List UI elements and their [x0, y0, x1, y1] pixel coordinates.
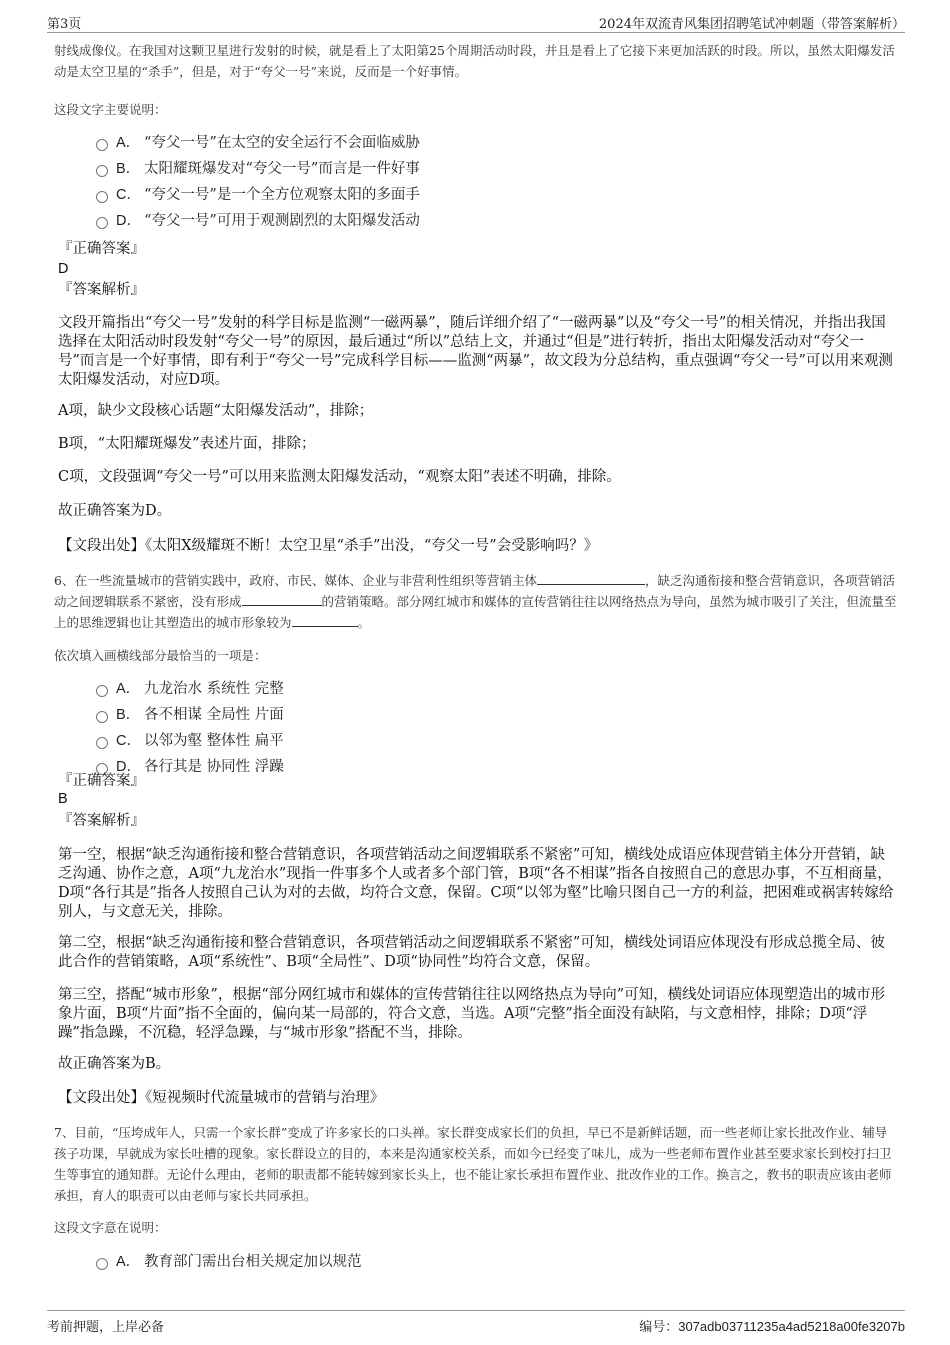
q6-analysis-3: 第三空，搭配“城市形象”，根据“部分网红城市和媒体的宣传营销往往以网络热点为导向”可知，横线处词语应体现塑造出的城市形象片面，B项“片面”指不全面的，偏向某一局部的，符合文意，当选。A项“完整”指全面没有缺陷，与文意相悖，排除；D项“浮躁”指急躁，不沉稳，轻浮急躁，与“城市形象”搭配不当，排除。 [58, 987, 886, 1041]
radio-icon[interactable] [96, 737, 108, 749]
q6-prompt: 依次填入画横线部分最恰当的一项是： [54, 648, 267, 663]
page-footer [47, 1310, 905, 1341]
q5-analysis-4: C项，文段强调“夸父一号”可以用来监测太阳爆发活动，“观察太阳”表述不明确，排除。 [58, 469, 621, 485]
q5-analysis-1: 文段开篇指出“夸父一号”发射的科学目标是监测“一磁两暴”，随后详细介绍了“一磁两暴”以及“夸父一号”的相关情况，并指出我国选择在太阳活动时段发射“夸父一号”的原因，最后通过“所以”总结上文，并通过“但是”进行转折，指出太阳爆发活动对“夸父一号”而言是一个好事情，即有利于“夸父一号”完成科学目标——监测“两暴”，故文段为分总结构，重点强调“夸父一号”可以用来观测太阳爆发活动，对应D项。 [58, 315, 893, 388]
q6-source: 【文段出处】《短视频时代流量城市的营销与治理》 [58, 1090, 385, 1106]
q6-analysis-4: 故正确答案为B。 [58, 1056, 171, 1072]
blank-3[interactable] [292, 613, 358, 627]
q6-option-b[interactable]: B． 各不相谋 全局性 片面 [96, 705, 284, 725]
q7-prompt: 这段文字意在说明： [54, 1220, 167, 1235]
q5-source: 【文段出处】《太阳X级耀斑不断！太空卫星“杀手”出没，“夸父一号”会受影响吗？》 [58, 538, 599, 554]
q7-option-a[interactable]: A． 教育部门需出台相关规定加以规范 [96, 1252, 362, 1272]
q5-analysis-label: 『答案解析』 [58, 282, 145, 298]
document-title: 2024年双流青风集团招聘笔试冲刺题（带答案解析） [598, 17, 905, 32]
q5-analysis-5: 故正确答案为D。 [58, 503, 172, 519]
radio-icon[interactable] [96, 685, 108, 697]
blank-2[interactable] [242, 592, 322, 606]
q6-option-c[interactable]: C． 以邻为壑 整体性 扁平 [96, 731, 284, 751]
q6-answer-label: 『正确答案』 [58, 773, 145, 789]
q6-analysis-label: 『答案解析』 [58, 813, 145, 829]
q5-answer: D [58, 261, 69, 277]
q6-answer: B [58, 791, 68, 807]
radio-icon[interactable] [96, 191, 108, 203]
blank-1[interactable] [537, 571, 645, 585]
radio-icon[interactable] [96, 217, 108, 229]
q6-analysis-2: 第二空，根据“缺乏沟通衔接和整合营销意识，各项营销活动之间逻辑联系不紧密”可知，横线处词语应体现没有形成总揽全局、彼此合作的营销策略，A项“系统性”、B项“全局性”、D项“协同性”均符合文意，保留。 [58, 935, 885, 970]
radio-icon[interactable] [96, 165, 108, 177]
q6-option-a[interactable]: A． 九龙治水 系统性 完整 [96, 679, 284, 699]
q6-stem: 6、在一些流量城市的营销实践中，政府、市民、媒体、企业与非营利性组织等营销主体 ，缺乏沟通衔接和整合营销意识，各项营销活动之间逻辑联系不紧密，没有形成 的营销策略。部分网红城市和媒体的宣传营销往往以网络热点为导向，虽然为城市吸引了关注，但流量至上的思维逻辑也让其塑造出的城市形象较为 。 [54, 573, 897, 630]
radio-icon[interactable] [96, 139, 108, 151]
q5-prompt: 这段文字主要说明： [54, 102, 167, 117]
page-header [47, 10, 905, 33]
q5-option-c[interactable]: C． “夸父一号”是一个全方位观察太阳的多面手 [96, 185, 420, 205]
q5-option-d[interactable]: D． “夸父一号”可用于观测剧烈的太阳爆发活动 [96, 211, 420, 231]
footer-slogan: 考前押题，上岸必备 [47, 1320, 165, 1335]
footer-code: 编号：307adb03711235a4ad5218a00fe3207b [639, 1319, 905, 1335]
q5-option-a[interactable]: A． “夸父一号”在太空的安全运行不会面临威胁 [96, 133, 420, 153]
q6-analysis-1: 第一空，根据“缺乏沟通衔接和整合营销意识，各项营销活动之间逻辑联系不紧密”可知，横线处成语应体现营销主体分开营销，缺乏沟通、协作之意，A项“九龙治水”现指一件事多个人或者多个部门管，B项“各不相谋”指各自按照自己的意思办事，不互相商量，D项“各行其是”指各人按照自己认为对的去做，均符合文意，保留。C项“以邻为壑”比喻只图自己一方的利益，把困难或祸害转嫁给别人，与文意无关，排除。 [58, 847, 894, 920]
radio-icon[interactable] [96, 711, 108, 723]
q7-stem: 7、目前，“压垮成年人，只需一个家长群”变成了许多家长的口头禅。家长群变成家长们的负担，早已不是新鲜话题，而一些老师让家长批改作业、辅导孩子功课，早就成为家长吐槽的现象。家长群设立的目的，本来是沟通家校关系，而如今已经变了味儿，成为一些老师布置作业甚至要求家长到校打扫卫生等事宜的通知群。无论什么理由，老师的职责都不能转嫁到家长头上，也不能让家长承担布置作业、批改作业的工作。换言之，教书的职责应该由老师承担，育人的职责可以由老师与家长共同承担。 [54, 1125, 892, 1203]
q6-option-d[interactable]: D． 各行其是 协同性 浮躁 [96, 757, 284, 777]
q5-option-b[interactable]: B． 太阳耀斑爆发对“夸父一号”而言是一件好事 [96, 159, 420, 179]
q5-analysis-2: A项，缺少文段核心话题“太阳爆发活动”，排除； [58, 403, 374, 419]
radio-icon[interactable] [96, 1258, 108, 1270]
q5-analysis-3: B项，“太阳耀斑爆发”表述片面，排除； [58, 436, 316, 452]
q5-passage-tail: 射线成像仪。在我国对这颗卫星进行发射的时候，就是看上了太阳第25个周期活动时段，并且是看上了它接下来更加活跃的时段。所以，虽然太阳爆发活动是太空卫星的“杀手”，但是，对于“夸父一号”来说，反而是一个好事情。 [54, 43, 895, 79]
q5-answer-label: 『正确答案』 [58, 241, 145, 257]
page-number: 第3页 [47, 17, 82, 32]
